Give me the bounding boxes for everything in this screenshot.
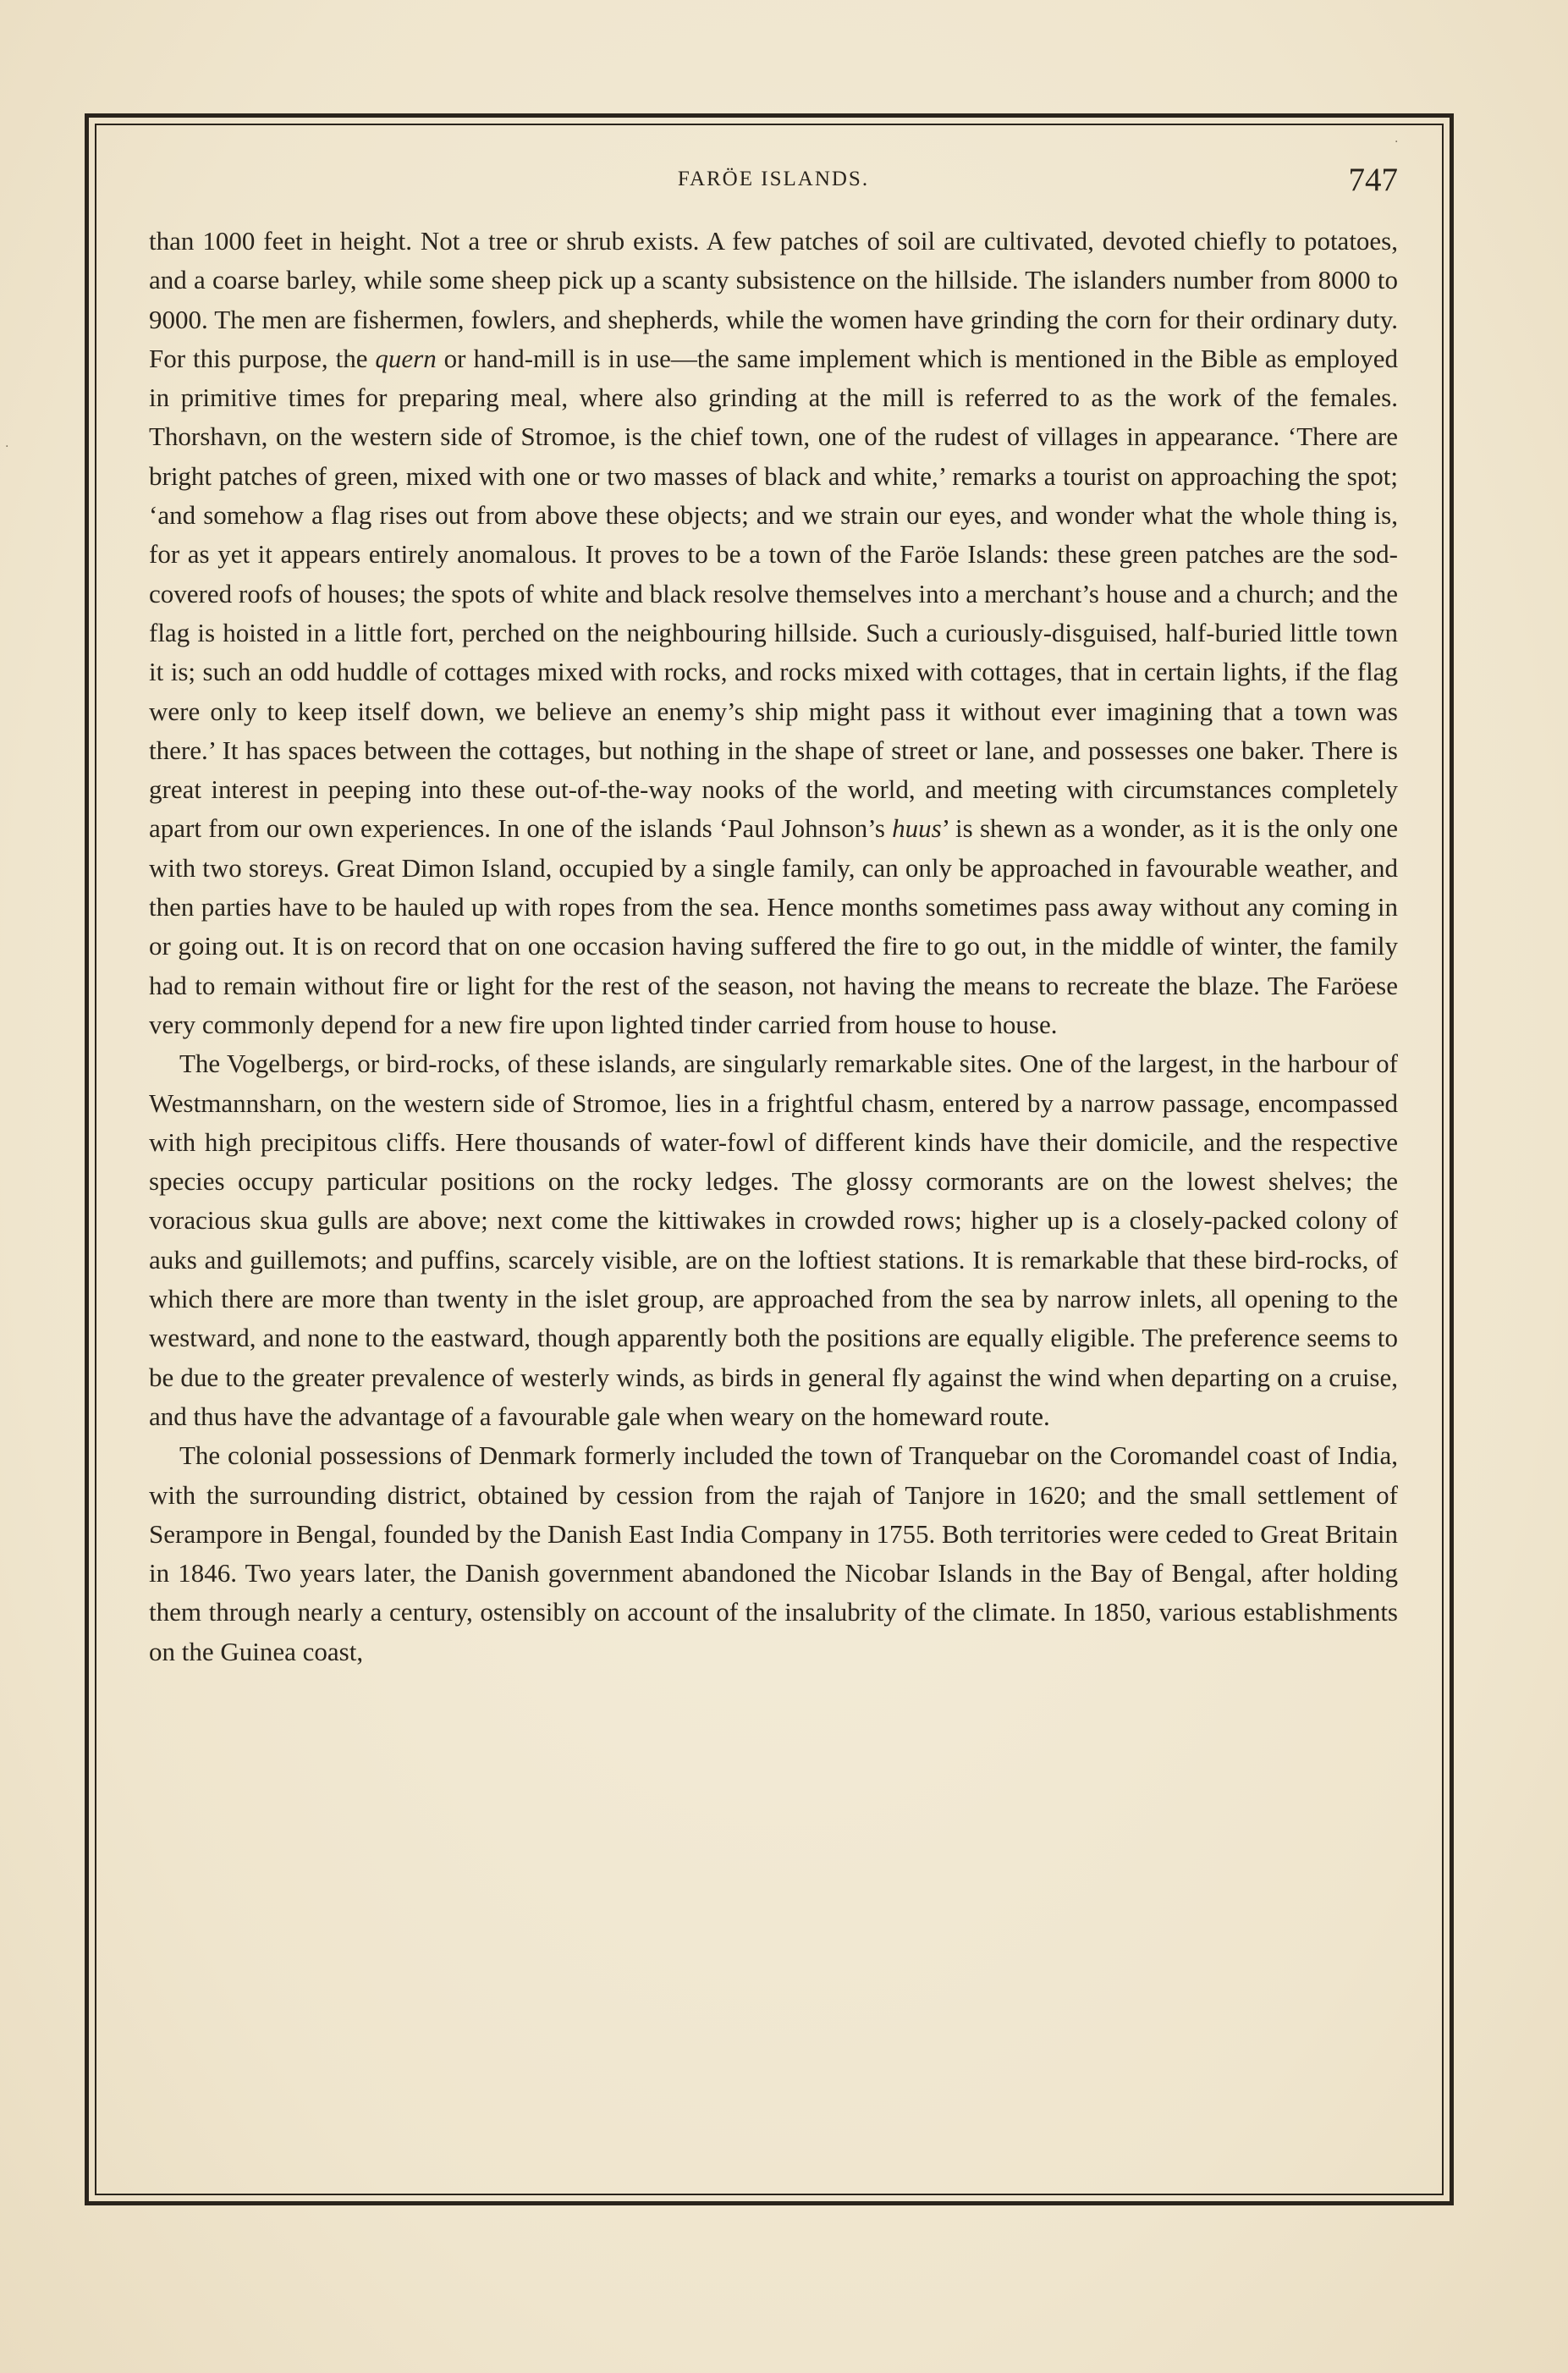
body-text bbox=[149, 222, 1398, 1671]
paragraph-3: The colonial possessions of Denmark formerly included the town of Tranquebar on the Coromandel coast of India, with the surrounding district, obtained by cession from the rajah of Tanjore in 1620; and the small settlement of Serampore in Bengal, founded by the Danish East India Company in 1755. Both territories were ceded to Great Britain in 1846. Two years later, the Danish government abandoned the Nicobar Islands in the Bay of Bengal, after holding them through nearly a century, ostensibly on account of the insalubrity of the climate. In 1850, various establishments on the Guinea coast, bbox=[149, 1440, 1398, 1666]
margin-mark: · bbox=[5, 440, 9, 454]
paragraph-2: The Vogelbergs, or bird-rocks, of these islands, are singularly remarkable sites. One of the largest, in the harbour of Westmannsharn, on the western side of Stromoe, lies in a frightful chasm, entered by a narrow passage, encompassed with high precipitous cliffs. Here thousands of water-fowl of different kinds have their domicile, and the respective species occupy particular positions on the rocky ledges. The glossy cormorants are on the lowest shelves; the voracious skua gulls are above; next come the kittiwakes in crowded rows; higher up is a closely-packed colony of auks and guillemots; and puffins, scarcely visible, are on the loftiest stations. It is remarkable that these bird-rocks, of which there are more than twenty in the islet group, are approached from the sea by narrow inlets, all opening to the westward, and none to the eastward, though apparently both the positions are equally eligible. The preference seems to be due to the greater prevalence of westerly winds, as birds in general fly against the wind when departing on a cruise, and thus have the advantage of a favourable gale when weary on the homeward route. bbox=[149, 1049, 1398, 1431]
paragraph-1 bbox=[149, 222, 1398, 1044]
italic-huus: huus bbox=[892, 813, 942, 844]
paragraph-1-part-3: ’ is shewn as a wonder, as it is the only one with two storeys. Great Dimon Island, occupied by a single family, can only be approached in favourable weather, and then parties have to be hauled up with ropes from the sea. Hence months sometimes pass away without any coming in or going out. It is on record that on one occasion having suffered the fire to go out, in the middle of winter, the family had to remain without fire or light for the rest of the season, not having the means to recreate the blaze. The Faröese very commonly depend for a new fire upon lighted tinder carried from house to house. bbox=[149, 813, 1398, 1039]
page-number: 747 bbox=[1348, 162, 1398, 198]
italic-quern: quern bbox=[375, 343, 437, 373]
print-dot: · bbox=[1395, 135, 1399, 149]
paragraph-1-part-1: than 1000 feet in height. Not a tree or shrub exists. A few patches of soil are cultivated, devoted chiefly to potatoes, and a coarse barley, while some sheep pick up a scanty subsistence on the hillside. The islanders number from 8000 to 9000. The men are fishermen, fowlers, and shepherds, while the women have grinding the corn for their ordinary duty. For this purpose, the bbox=[149, 226, 1398, 373]
running-title: FARÖE ISLANDS. bbox=[677, 168, 870, 190]
page-header bbox=[149, 161, 1398, 203]
paragraph-1-part-2: or hand-mill is in use—the same implement which is mentioned in the Bible as employed in primitive times for preparing meal, where also grinding at the mill is referred to as the work of the females. Thorshavn, on the western side of Stromoe, is the chief town, one of the rudest of villages in appearance. ‘There are bright patches of green, mixed with one or two masses of black and white,’ remarks a tourist on approaching the spot; ‘and somehow a flag rises out from above these objects; and we strain our eyes, and wonder what the whole thing is, for as yet it appears entirely anomalous. It proves to be a town of the Faröe Islands: these green patches are the sod-covered roofs of houses; the spots of white and black resolve themselves into a merchant’s house and a church; and the flag is hoisted in a little fort, perched on the neighbouring hillside. Such a curiously-disguised, half-buried little town it is; such an odd huddle of cottages mixed with rocks, and rocks mixed with cottages, that in certain lights, if the flag were only to keep itself down, we believe an enemy’s ship might pass it without ever imagining that a town was there.’ It has spaces between the cottages, but nothing in the shape of street or lane, and possesses one baker. There is great interest in peeping into these out-of-the-way nooks of the world, and meeting with circumstances completely apart from our own experiences. In one of the islands ‘Paul Johnson’s bbox=[149, 343, 1398, 844]
